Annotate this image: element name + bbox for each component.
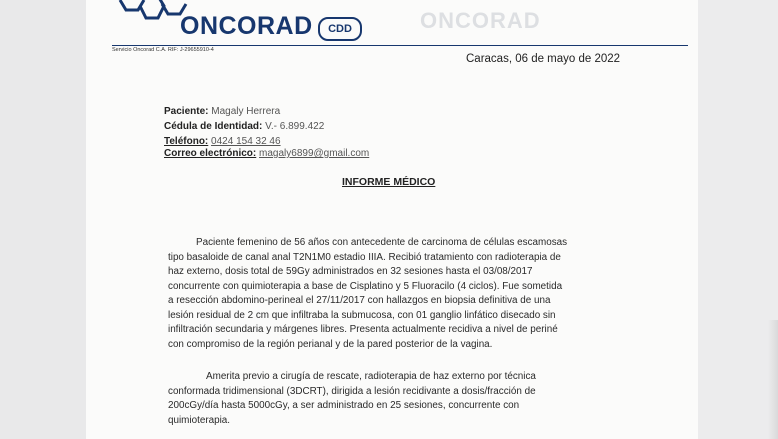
patient-id-value: V.- 6.899.422: [265, 121, 325, 132]
report-paragraph-2: [168, 370, 616, 428]
patient-id-field: [164, 121, 324, 132]
paragraph-1-line: con compromiso de la región perianal y de la pared posterior de la vagina.: [168, 338, 493, 350]
header-divider: [112, 45, 688, 46]
patient-email-field: [164, 148, 369, 159]
page-edge-shadow: [768, 320, 778, 439]
report-title: INFORME MÉDICO: [342, 176, 436, 188]
patient-email-label: Correo electrónico:: [164, 148, 257, 159]
paragraph-2-line: Amerita previo a cirugía de rescate, radioterapia de haz externo por técnica: [206, 371, 536, 382]
paragraph-1-line: Paciente femenino de 56 años con antecedente de carcinoma de células escamosas: [196, 237, 568, 248]
patient-email-value: magaly6899@gmail.com: [259, 148, 370, 159]
paragraph-1-line: tipo basaloide de canal anal T2N1M0 estadio IIIA. Recibió tratamiento con radioterapia de: [168, 251, 561, 263]
company-info: Servicio Oncorad C.A. RIF: J-29655910-4: [112, 47, 214, 53]
left-background: [0, 0, 86, 439]
patient-name-label: Paciente:: [164, 106, 209, 117]
patient-name-value: Magaly Herrera: [211, 106, 281, 117]
patient-phone-label: Teléfono:: [164, 136, 209, 147]
brand-name: ONCORAD: [180, 12, 313, 40]
patient-phone-field: [164, 136, 281, 147]
paragraph-1-line: concurrente con quimioterapia a base de Cisplatino y 5 Fluoracilo (4 ciclos). Fue sometida: [168, 280, 563, 292]
report-paragraph-1: [168, 236, 616, 352]
paragraph-1-line: a resección abdomino-perineal el 27/11/2017 con hallazgos en biopsia definitiva de una: [168, 295, 551, 306]
paragraph-2-line: conformada tridimensional (3DCRT), dirigida a lesión recidivante a dosis/fracción de: [168, 385, 536, 397]
paragraph-1-line: haz externo, dosis total de 59Gy administrados en 32 sesiones hasta el 03/08/2017: [168, 266, 533, 277]
watermark-text: ONCORAD: [420, 8, 541, 33]
document-date: Caracas, 06 de mayo de 2022: [466, 53, 621, 65]
paragraph-2-line: quimioterapia.: [168, 414, 231, 426]
paragraph-2-line: 200cGy/día hasta 5000cGy, a ser administrado en 25 sesiones, concurrente con: [168, 400, 520, 411]
patient-name-field: [164, 106, 280, 117]
right-background: [698, 0, 778, 439]
patient-id-label: Cédula de Identidad:: [164, 121, 263, 132]
paragraph-1-line: infiltración secundaria y márgenes libres. Presenta actualmente recidiva a nivel de periné: [168, 324, 558, 335]
paragraph-1-line: lesión residual de 2 cm que infiltraba la submucosa, con 01 ganglio linfático disecado sin: [168, 309, 556, 321]
brand-badge: CDD: [318, 17, 362, 41]
patient-phone-value: 0424 154 32 46: [211, 136, 281, 147]
